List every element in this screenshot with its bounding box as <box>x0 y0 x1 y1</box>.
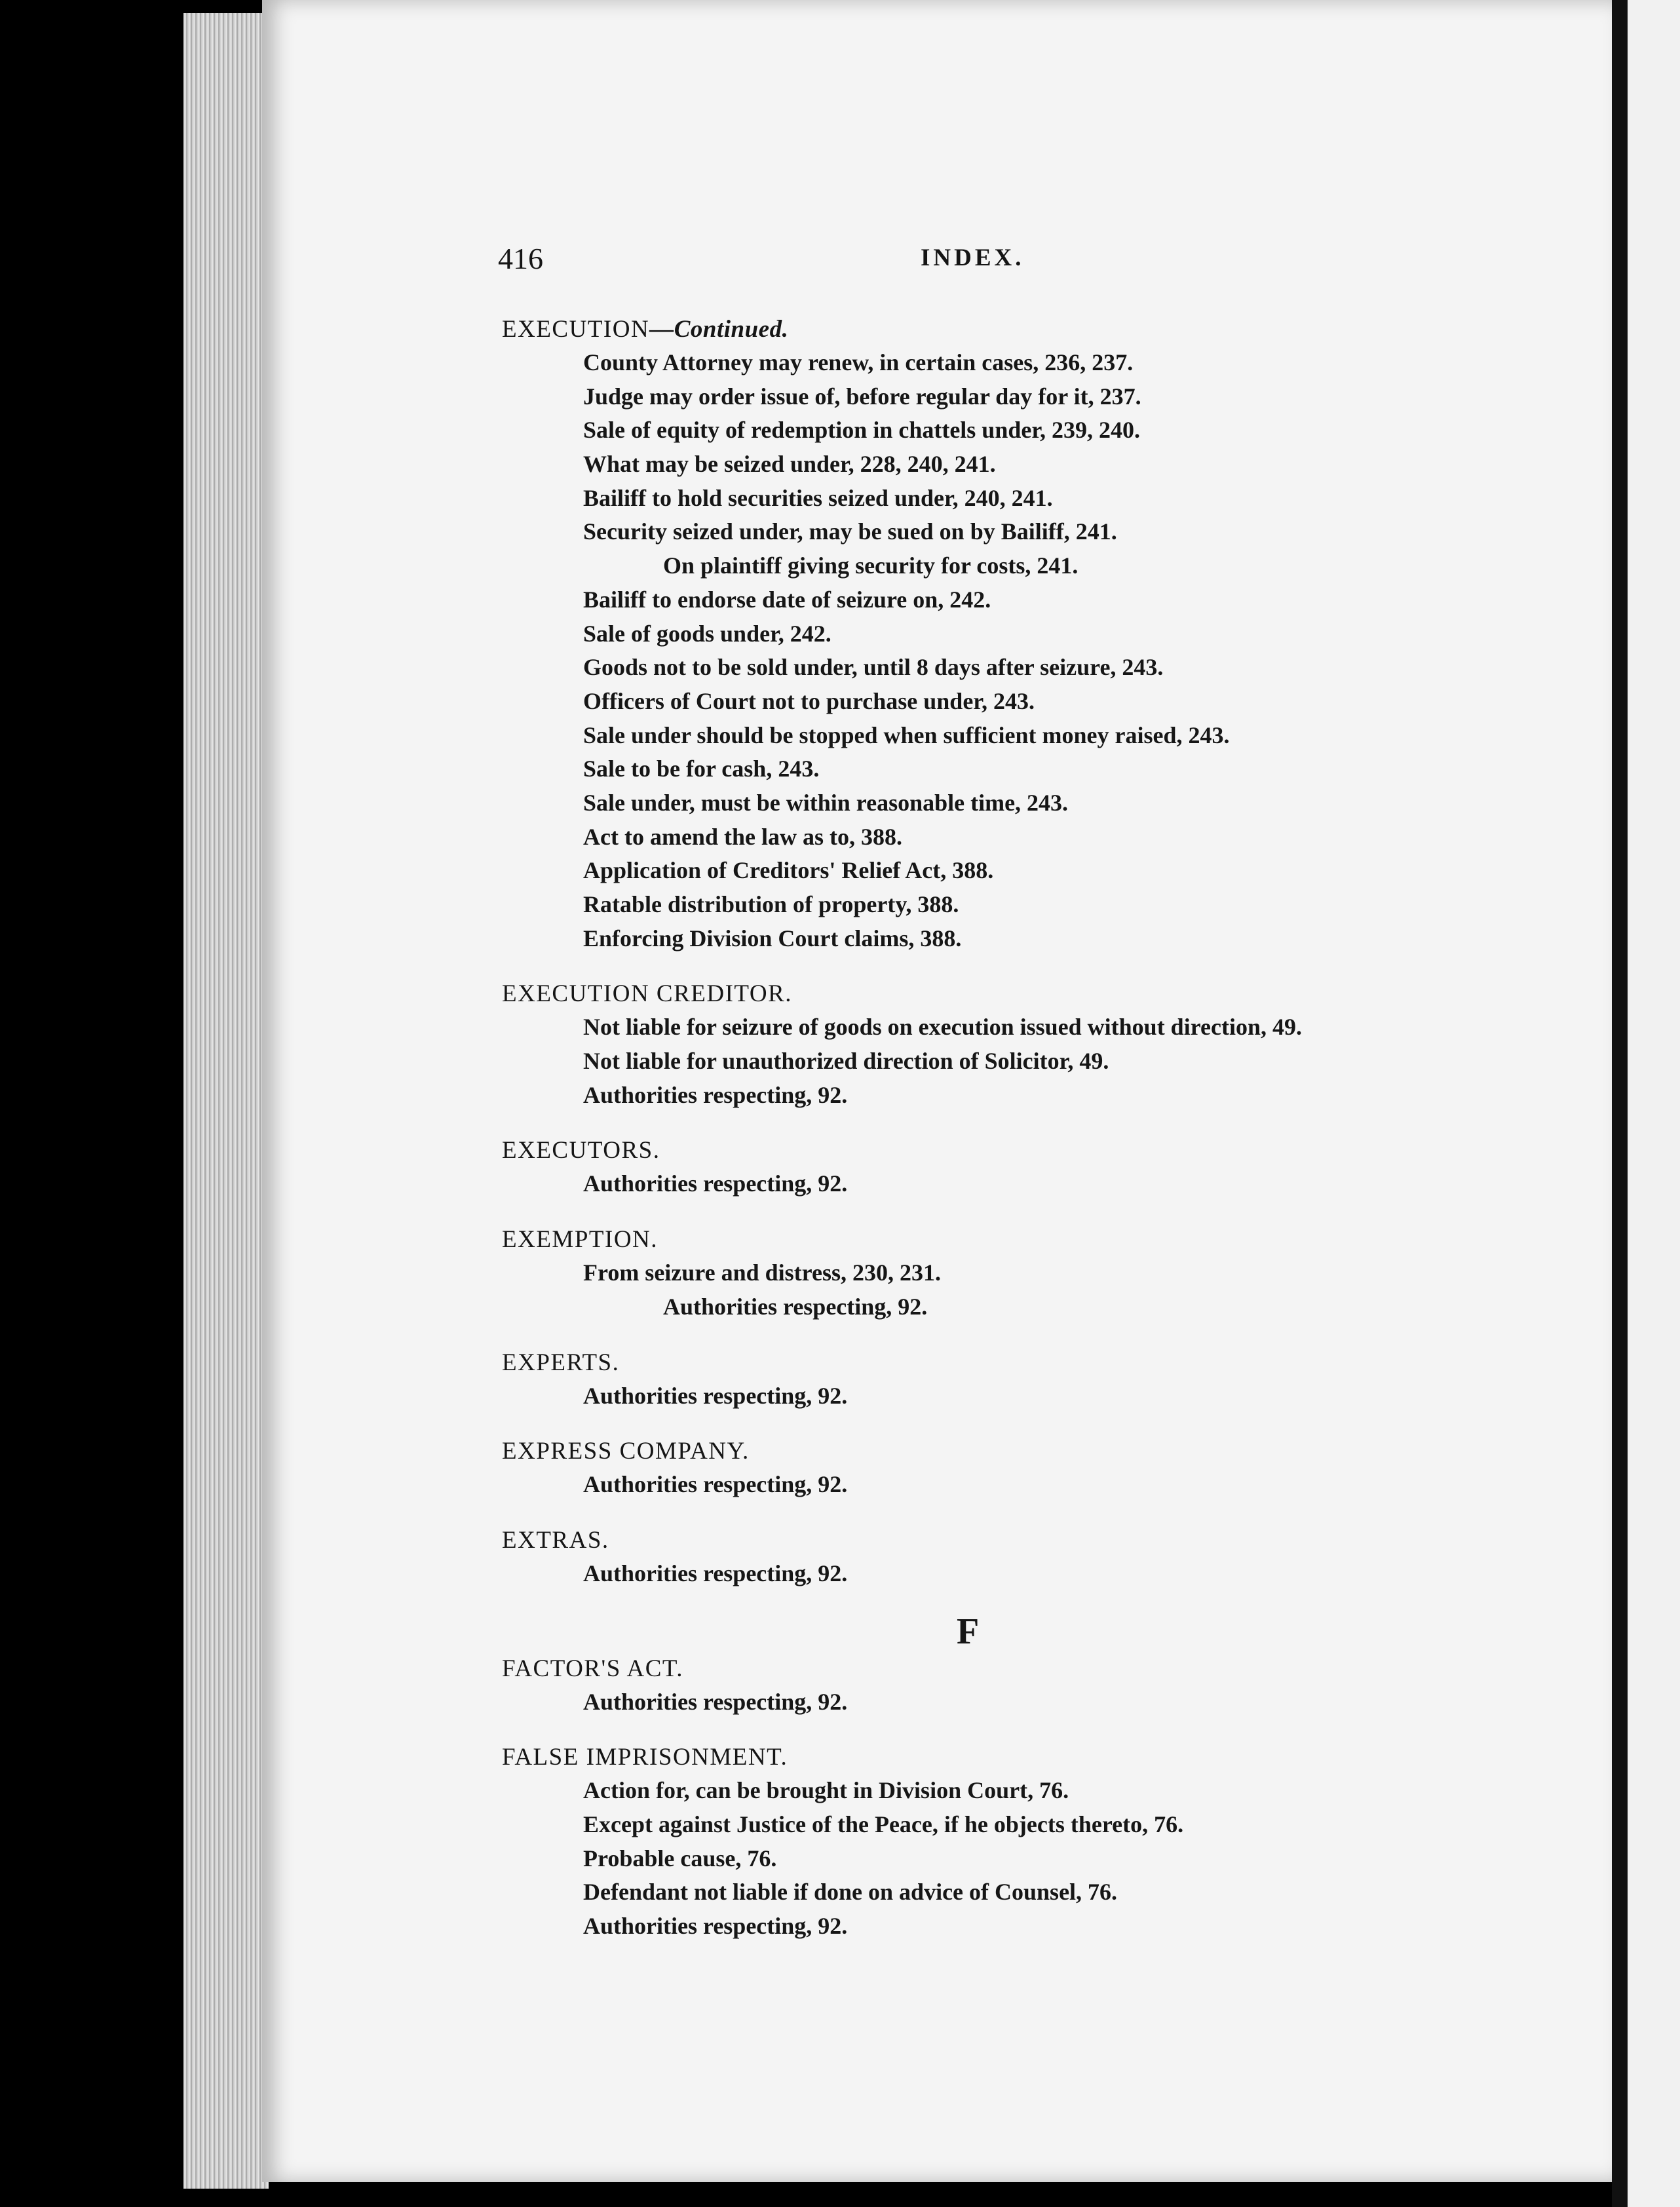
entry-subline: Probable cause, 76. <box>583 1845 777 1871</box>
entry-heading <box>502 1653 1485 1685</box>
entry-subline: Authorities respecting, 92. <box>583 1560 848 1586</box>
index-entry <box>502 1347 1485 1413</box>
page-number: 416 <box>498 242 543 275</box>
entry-heading-text: EXECUTION CREDITOR. <box>502 980 793 1008</box>
index-entry <box>502 313 1485 955</box>
entry-subline: Sale to be for cash, 243. <box>583 756 820 782</box>
entry-subline: Authorities respecting, 92. <box>583 1688 848 1715</box>
entry-subline: Not liable for unauthorized direction of Solicitor, 49. <box>583 1048 1109 1075</box>
entry-subline: Act to amend the law as to, 388. <box>583 823 902 850</box>
entry-subline: Authorities respecting, 92. <box>583 1382 848 1409</box>
entry-heading-text: EXECUTORS. <box>502 1137 660 1164</box>
entry-subline: Authorities respecting, 92. <box>583 1913 848 1939</box>
entry-heading <box>502 1134 1485 1167</box>
entry-heading <box>502 1524 1485 1557</box>
entry-heading-text: EXECUTION <box>502 316 650 343</box>
entry-subline: Goods not to be sold under, until 8 days after seizure, 243. <box>583 654 1164 681</box>
entry-subline: Bailiff to endorse date of seizure on, 242. <box>583 586 991 613</box>
entry-heading <box>502 313 1485 346</box>
entry-heading-text: FALSE IMPRISONMENT. <box>502 1744 788 1771</box>
entry-subline: Sale under should be stopped when sufficient money raised, 243. <box>583 721 1230 748</box>
entry-heading-text: EXPRESS COMPANY. <box>502 1438 750 1465</box>
index-entry <box>502 1435 1485 1502</box>
entry-heading-continued: —Continued. <box>649 316 789 343</box>
entry-subline: Sale of goods under, 242. <box>583 620 831 647</box>
entry-subline: Except against Justice of the Peace, if he objects thereto, 76. <box>583 1811 1184 1837</box>
entry-subline: Bailiff to hold securities seized under, 240, 241. <box>583 484 1053 511</box>
entry-subline: Not liable for seizure of goods on execution issued without direction, 49. <box>583 1014 1302 1041</box>
index-section-f <box>502 1653 1485 1944</box>
entry-subline: Enforcing Division Court claims, 388. <box>583 925 962 951</box>
index-body <box>502 313 1485 1966</box>
entry-subline: Ratable distribution of property, 388. <box>583 891 959 917</box>
entry-subline: What may be seized under, 228, 240, 241. <box>583 451 996 478</box>
entry-heading-text: EXPERTS. <box>502 1349 620 1376</box>
index-entry <box>502 1134 1485 1201</box>
page-block-edges <box>183 13 269 2189</box>
entry-subline: Sale of equity of redemption in chattels under, 239, 240. <box>583 417 1141 444</box>
entry-heading <box>502 1223 1485 1256</box>
entry-subline: Officers of Court not to purchase under, 243. <box>583 687 1035 714</box>
running-head <box>498 241 1546 280</box>
entry-subline: Defendant not liable if done on advice of Counsel, 76. <box>583 1879 1118 1906</box>
entry-heading <box>502 1741 1485 1774</box>
entry-subsubline: Authorities respecting, 92. <box>663 1293 928 1320</box>
entry-heading <box>502 978 1485 1010</box>
entry-heading <box>502 1347 1485 1379</box>
index-entry <box>502 978 1485 1112</box>
entry-heading <box>502 1435 1485 1468</box>
entry-subline: Security seized under, may be sued on by Bailiff, 241. <box>583 518 1117 545</box>
entry-heading-text: EXEMPTION. <box>502 1226 659 1254</box>
index-section-e <box>502 313 1485 1591</box>
entry-subline: Authorities respecting, 92. <box>583 1471 848 1498</box>
entry-subline: Action for, can be brought in Division Court, 76. <box>583 1777 1069 1804</box>
entry-subline: Judge may order issue of, before regular day for it, 237. <box>583 383 1141 410</box>
index-entry <box>502 1741 1485 1943</box>
running-title: INDEX. <box>921 244 1025 271</box>
entry-subsubline: On plaintiff giving security for costs, 241. <box>663 552 1079 579</box>
entry-subline: Authorities respecting, 92. <box>583 1081 848 1108</box>
entry-subline: County Attorney may renew, in certain cases, 236, 237. <box>583 349 1134 375</box>
facing-page-edge <box>1628 0 1680 2207</box>
entry-heading-text: FACTOR'S ACT. <box>502 1655 684 1682</box>
index-entry <box>502 1653 1485 1719</box>
entry-heading-text: EXTRAS. <box>502 1526 609 1554</box>
letter-heading: F <box>957 1611 980 1652</box>
entry-subline: From seizure and distress, 230, 231. <box>583 1259 941 1286</box>
entry-subline: Sale under, must be within reasonable time, 243. <box>583 789 1069 816</box>
binding-gutter <box>1612 0 1628 2207</box>
index-entry <box>502 1223 1485 1324</box>
entry-subline: Authorities respecting, 92. <box>583 1170 848 1197</box>
index-entry <box>502 1524 1485 1591</box>
entry-subline: Application of Creditors' Relief Act, 388. <box>583 857 994 884</box>
